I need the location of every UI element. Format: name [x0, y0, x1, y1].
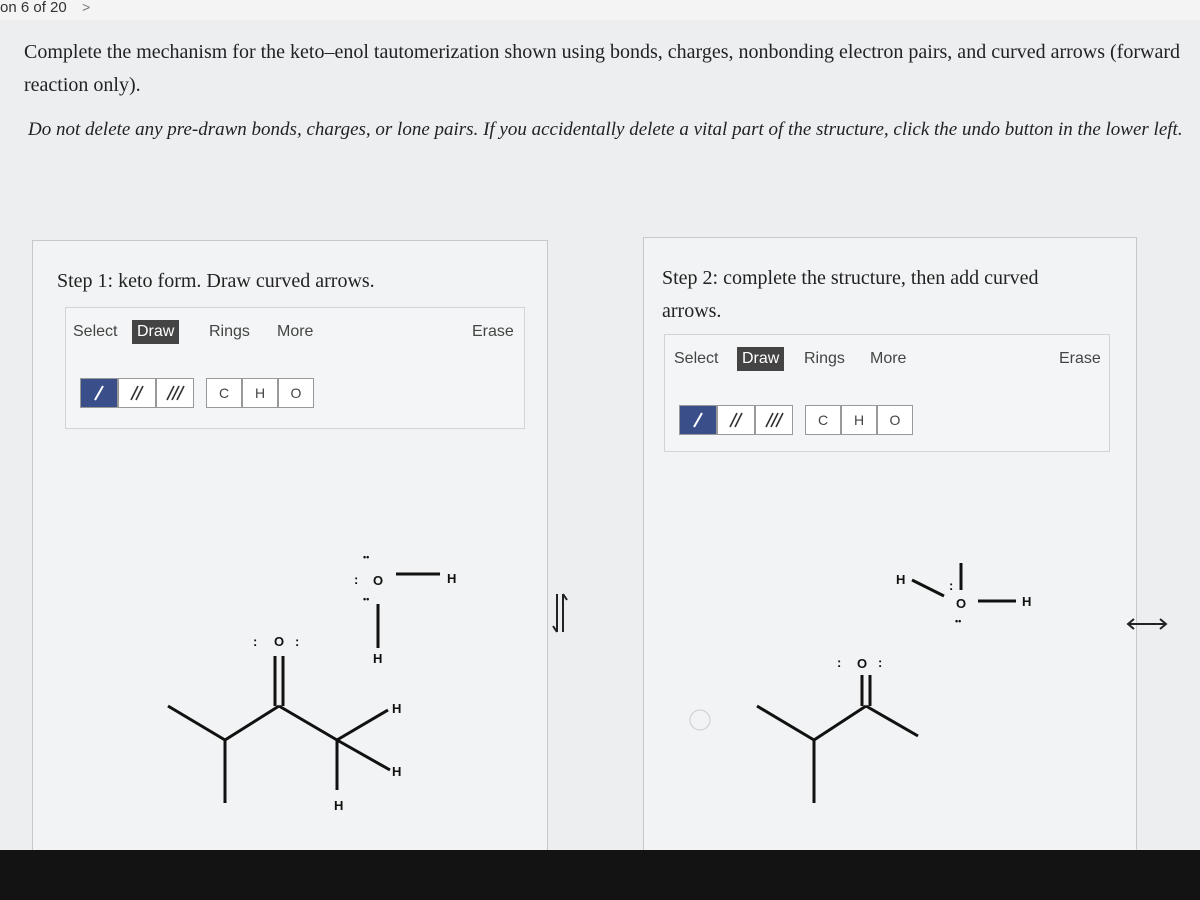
carbon-atom-button[interactable]: C — [805, 405, 841, 435]
svg-text:••: •• — [363, 552, 370, 562]
svg-text::: : — [878, 655, 883, 670]
equilibrium-arrow-icon — [553, 594, 567, 632]
svg-text::: : — [253, 634, 258, 649]
svg-text::: : — [837, 655, 842, 670]
tab-draw[interactable]: Draw — [737, 347, 784, 371]
svg-text::: : — [354, 572, 359, 587]
enol-oxygen: O — [857, 656, 868, 671]
tab-draw[interactable]: Draw — [132, 320, 179, 344]
bottom-bar — [0, 850, 1200, 900]
oxygen-atom-button[interactable]: O — [877, 405, 913, 435]
water-oxygen: O — [373, 573, 384, 588]
tab-select[interactable]: Select — [674, 350, 719, 367]
step1-water — [354, 552, 456, 666]
tab-more[interactable]: More — [870, 350, 907, 367]
erase-button[interactable]: Erase — [472, 323, 514, 340]
step2-hydronium — [896, 563, 1031, 626]
resonance-arrow-icon — [1128, 619, 1166, 629]
svg-text::: : — [295, 634, 300, 649]
step2-labels — [837, 655, 882, 671]
carbon-atom-button[interactable]: C — [206, 378, 242, 408]
tab-select[interactable]: Select — [73, 323, 118, 340]
tab-rings[interactable]: Rings — [804, 350, 845, 367]
svg-text:H: H — [392, 764, 402, 779]
svg-text:H: H — [447, 571, 457, 586]
svg-text::: : — [949, 578, 954, 593]
erase-button[interactable]: Erase — [1059, 350, 1101, 367]
step2-enol — [757, 675, 918, 803]
question-counter: on 6 of 20 — [0, 0, 67, 16]
svg-text:H: H — [1022, 594, 1032, 609]
svg-text:H: H — [373, 651, 383, 666]
svg-text:••: •• — [955, 616, 962, 626]
chevron-right-icon[interactable]: > — [82, 0, 91, 15]
svg-text:H: H — [334, 798, 344, 813]
svg-text:H: H — [896, 572, 906, 587]
instructions-note: Do not delete any pre-drawn bonds, charges, or lone pairs. If you accidentally delete a vital part of the structure, click the undo button in the lower left. — [28, 119, 1183, 140]
cursor-icon — [690, 710, 710, 730]
step2-title: Step 2: complete the structure, then add curved arrows. — [662, 267, 1039, 322]
carbonyl-oxygen: O — [274, 634, 285, 649]
step1-ketone — [168, 656, 390, 803]
hydrogen-atom-button[interactable]: H — [841, 405, 877, 435]
oxygen-atom-button[interactable]: O — [278, 378, 314, 408]
tab-rings[interactable]: Rings — [209, 323, 250, 340]
hydronium-oxygen: O — [956, 596, 967, 611]
instructions-main: Complete the mechanism for the keto–enol tautomerization shown using bonds, charges, nonbonding electron pairs, and curved arrows (forward reaction only). — [24, 41, 1180, 96]
svg-text:••: •• — [363, 594, 370, 604]
tab-more[interactable]: More — [277, 323, 314, 340]
step1-title: Step 1: keto form. Draw curved arrows. — [57, 270, 375, 292]
svg-text:H: H — [392, 701, 402, 716]
hydrogen-atom-button[interactable]: H — [242, 378, 278, 408]
